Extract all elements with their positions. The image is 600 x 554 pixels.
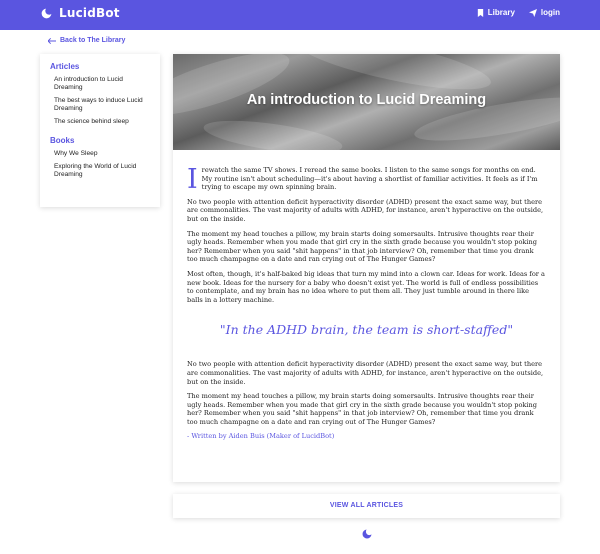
nav-library-link[interactable] bbox=[477, 8, 515, 17]
back-link-label: Back to The Library bbox=[60, 37, 126, 44]
sidebar-item-intro-lucid-dreaming[interactable]: An introduction to Lucid Dreaming bbox=[54, 76, 123, 91]
send-icon bbox=[529, 9, 537, 17]
nav-library-label: Library bbox=[487, 8, 515, 17]
article-body bbox=[187, 166, 546, 447]
article-paragraph: No two people with attention deficit hyperactivity disorder (ADHD) present the exact same way, but there are commonalities. The vast majority of adults with ADHD, for instance, aren't hyperactive on the outside, but on the inside. bbox=[187, 197, 544, 223]
article-paragraph: The moment my head touches a pillow, my brain starts doing somersaults. Intrusive thoughts rear their ugly heads. Remember when you made that girl cry in the sixth grade because you wouldn't stop poking her? Remember when you said "shit happens" in that job interview? Oh, remember that time you drank too much champagne on a date and ran crying out of The Hunger Games? bbox=[187, 392, 537, 426]
brand-name: LucidBot bbox=[59, 6, 120, 20]
pull-quote: "In the ADHD brain, the team is short-staffed" bbox=[219, 322, 514, 338]
article-paragraph: No two people with attention deficit hyperactivity disorder (ADHD) present the exact same way, but there are commonalities. The vast majority of adults with ADHD, for instance, aren't hyperactive on the outside, but on the inside. bbox=[187, 360, 544, 386]
article-paragraph-text: rewatch the same TV shows. I reread the same books. I listen to the same songs for months on end. My routine isn't about scheduling—it's about having a shortlist of familiar activities. It feels as if I'm trying to escape my own spinning brain. bbox=[201, 166, 538, 192]
moon-icon bbox=[40, 7, 53, 20]
brand-logo[interactable] bbox=[40, 6, 120, 20]
article-byline: - Written by Aiden Buis (Maker of LucidBot) bbox=[187, 432, 335, 441]
moon-icon bbox=[361, 528, 373, 540]
arrow-left-icon bbox=[48, 38, 56, 44]
nav-links bbox=[477, 8, 560, 17]
back-to-library-link[interactable] bbox=[48, 37, 125, 44]
sidebar-heading-articles: Articles bbox=[50, 62, 80, 71]
sidebar-item-science-of-sleep[interactable]: The science behind sleep bbox=[54, 118, 129, 125]
sidebar-item-why-we-sleep[interactable]: Why We Sleep bbox=[54, 150, 98, 157]
sidebar bbox=[40, 54, 160, 207]
bookmark-icon bbox=[477, 9, 484, 17]
article-card bbox=[173, 54, 560, 482]
sidebar-item-exploring-lucid-dreaming[interactable]: Exploring the World of Lucid Dreaming bbox=[54, 163, 137, 178]
article-paragraph: The moment my head touches a pillow, my brain starts doing somersaults. Intrusive thoughts rear their ugly heads. Remember when you made that girl cry in the sixth grade because you wouldn't stop poking her? Remember when you said "shit happens" in that job interview? Oh, remember that time you drank too much champagne on a date and ran crying out of The Hunger Games? bbox=[187, 229, 537, 264]
navbar bbox=[0, 0, 600, 30]
sidebar-item-induce-lucid-dreaming[interactable]: The best ways to induce Lucid Dreaming bbox=[54, 97, 143, 112]
sidebar-heading-books: Books bbox=[50, 136, 75, 145]
view-all-articles-button[interactable]: VIEW ALL ARTICLES bbox=[173, 494, 560, 518]
article-hero-image bbox=[173, 54, 560, 150]
article-paragraph: Most often, though, it's half-baked big ideas that turn my mind into a clown car. Ideas for work. Ideas for a new book. Ideas for the nursery for a baby who doesn't exist yet. The world is full of endless possibilities to contemplate, and my brain has no idea where to put them all. They just tumble around in there like balls in a lottery machine. bbox=[187, 269, 545, 304]
article-paragraph bbox=[187, 164, 546, 195]
nav-login-link[interactable] bbox=[529, 8, 560, 17]
nav-login-label: login bbox=[540, 8, 560, 17]
drop-cap: I bbox=[187, 164, 198, 195]
article-title: An introduction to Lucid Dreaming bbox=[246, 92, 487, 108]
